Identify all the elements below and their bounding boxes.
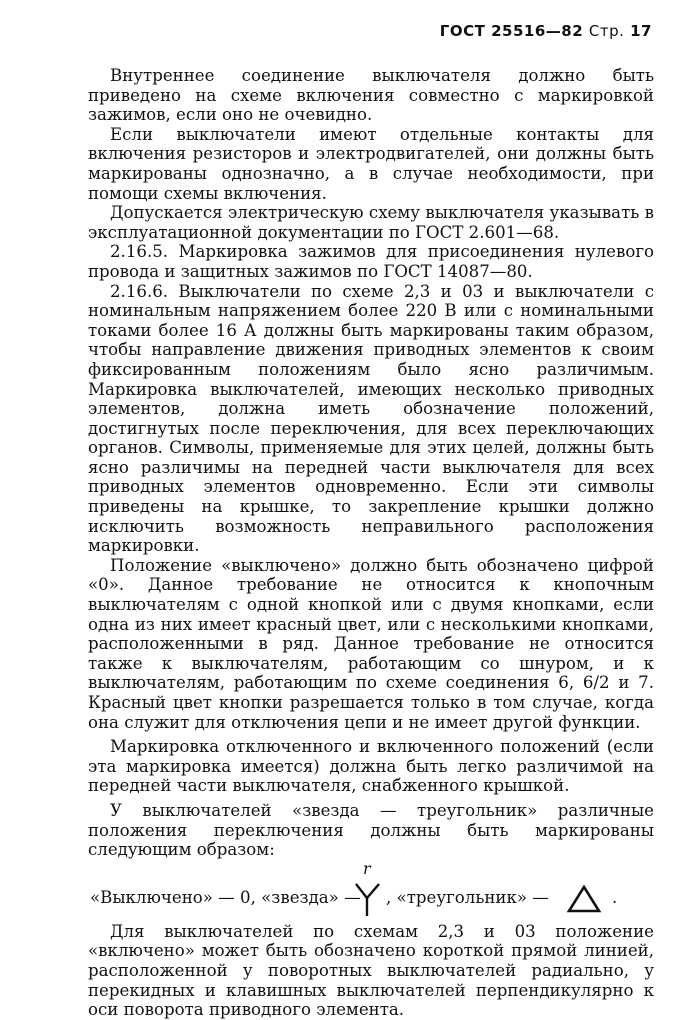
paragraph-2-16-5: 2.16.5. Маркировка зажимов для присоединения нулевого провода и защитных зажимов по ГОСТ 14087—80. [88,242,654,281]
page-header [440,22,652,40]
document-body [88,66,654,1020]
standard-number: ГОСТ 25516—82 [439,22,584,40]
paragraph-electric-scheme: Допускается электрическую схему выключателя указывать в эксплуатационной документации по ГОСТ 2.601—68. [88,203,654,242]
paragraph-internal-connection: Внутреннее соединение выключателя должно быть приведено на схеме включения совместно с маркировкой зажимов, если оно не очевидно. [88,66,654,125]
page-label: Стр. [588,22,625,40]
paragraph-off-position: Положение «выключено» должно быть обозначено цифрой «0». Данное требование не относится к кнопочным выключателям с одной кнопкой или с двумя кнопками, если одна из них имеет красный цвет, или с несколькими кнопками, расположенными в ряд. Данное требование не относится также к выключателям, работающим со шнуром, и к выключателям, работающим по схеме соединения 6, 6/2 и 7. Красный цвет кнопки разрешается только в том случае, когда она служит для отключения цепи и не имеет другой функции. [88,555,654,732]
formula-part-triangle: , «треугольник» — [386,887,549,907]
paragraph-separate-contacts: Если выключатели имеют отдельные контакты для включения резисторов и электродвигателей, они должны быть маркированы однозначно, а в случае необходимости, при помощи схемы включения. [88,124,654,203]
formula-end-period: . [612,887,618,907]
triangle-symbol-icon [566,884,602,914]
star-symbol-icon [352,860,382,918]
paragraph-2-16-6: 2.16.6. Выключатели по схеме 2,3 и 03 и выключатели с номинальным напряжением более 220 В или с номинальными токами более 16 А должны быть маркированы таким образом, чтобы направление движения приводных элементов к своим фиксированным положениям было ясно различимым. Маркировка выключателей, имеющих несколько приводных элементов, должна иметь обозначение положений, достигнутых после переключения, для всех переключающих органов. Символы, применяемые для этих целей, должны быть ясно различимы на передней части выключателя для всех приводных элементов одновременно. Если эти символы приведены на крышке, то закрепление крышки должно исключить возможность неправильного расположения маркировки. [88,281,654,556]
page-number: 17 [630,22,652,40]
marking-formula [88,860,654,922]
formula-part-off-star: «Выключено» — 0, «звезда» — [90,887,361,907]
paragraph-on-position: Для выключателей по схемам 2,3 и 03 положение «включено» может быть обозначено короткой прямой линией, расположенной у поворотных выключателей радиально, у перекидных и клавишных выключателей перпендикулярно к оси поворота приводного элемента. [88,921,654,1020]
paragraph-marking-positions: Маркировка отключенного и включенного положений (если эта маркировка имеется) должна быть легко различимой на передней части выключателя, снабженного крышкой. [88,737,654,796]
paragraph-star-triangle: У выключателей «звезда — треугольник» различные положения переключения должны быть маркированы следующим образом: [88,800,654,860]
star-mark-glyph: r [363,859,371,878]
